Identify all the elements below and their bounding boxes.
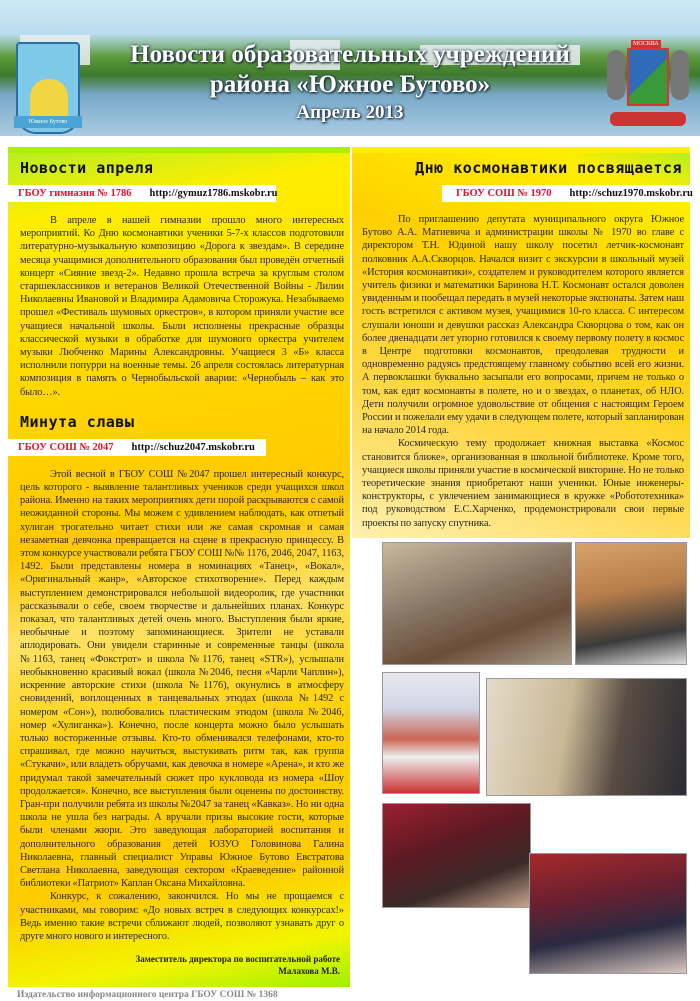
signature-role: Заместитель директора по воспитательной работе xyxy=(135,954,340,965)
shield-icon xyxy=(627,48,669,106)
photo-cosmonaut xyxy=(382,672,480,795)
ribbon-icon xyxy=(610,112,686,126)
right-column-wrapper xyxy=(352,147,693,976)
article-body: Этой весной в ГБОУ СОШ №2047 прошел интересный конкурс, цель которого - выявление талантливых учеников среди учащихся школ района. Именно на таких мероприятиях дети порой раскрываются с самой неожиданной стороны. Мы можем с удивлением наблюдать, как отпетый хулиган трогательно читает стихи или же самая скромная и самая незаметная девчонка превращается на сцене в прекрасную принцессу. В этом конкурсе участвовали ребята ГБОУ СОШ №№ 1176, 2046, 2047, 1163, 1492. Были представлены номера в номинациях «Танец», «Вокал», «Оригинальный жанр», «Авторское стихотворение». Перед каждым выступлением демонстрировался небольшой видеоролик, где участники рассказывали о себе, своем творчестве и дальнейших планах. Конкурс показал, что талантливых детей очень много. Выступления были яркие, необычные и поэтому запоминающиеся. Зрители не уставали аплодировать. Они увидели старинные и современные танцы (школа №1163, танец «Фокстрот» и школа №1176, танец «STR»), услышали необыкновенно красивый вокал (школа №2046, песня «Чарли Чаплин»), искренние авторские стихи (школа №1176), окунулись в атмосферу сновидений, воплощенных в танцевальных этюдах (школа №1492 с номером «Сон»), полюбовались пластическим этюдом (школа №2046, номер «Хулиганка»). Конечно, после концерта можно было услышать только восторженные отзывы. Кто-то обменивался телефонами, кто-то спрашивал, где можно научиться, выстукивать ритм так, как группа «Стукачи», или владеть обручами, как девочка в номере «Арена», и кто же придумал такой замечательный сюжет про кукловода из номера «Шоу продолжается». Конечно, все выступления были оценены по достоинству. Гран-при получили ребята из школы №2047 за танец «Кавказ». Но ни одна школа не ушла без награды. А вручали призы высокие гости, которые были членами жюри. Это заведующая лабораторией воспитания и дополнительного образования детей ЮЗУО Головинова Галина Николаевна, главный специалист Управы Южное Бутово Евстратова Светлана Николаевна, заведующая сектором «Краеведение» районной библиотеки «Патриот» Каплан Оксана Михайловна. Конкурс, к сожалению, закончился. Но мы не прощаемся с участниками, мы говорим: «До новых встреч в следующих конкурсах!» Ведь именно такие встречи сближают людей, позволяют узнавать друг о друге много нового и интересного. xyxy=(20,468,344,942)
photo-students-robotics xyxy=(382,542,571,665)
article-title: Новости апреля xyxy=(20,159,154,177)
crest-label: Южное Бутово xyxy=(14,116,82,128)
school-url[interactable]: http://schuz2047.mskobr.ru xyxy=(131,441,255,453)
left-column-wrapper xyxy=(8,147,350,1001)
article-body: По приглашению депутата муниципального округа Южное Бутово А.А. Матиевича и администрации школы № 1970 во главе с директором Т.Н. Юдиной нашу школу посетил летчик-космонавт полковник А.А.Скворцов. Начался визит с экскурсии в школьный музей «История космонавтики», создателем и руководителем которого является учитель физики и математики Баринова Н.Т. Космонавт остался доволен увиденным и пообещал передать в музей некоторые экспонаты. Затем наш гость встретился с активом музея, учащимися 10-го класса. С интересом слушали юноши и девушки рассказ Александра Скворцова о том, как он более двенадцати лет упорно готовился к своему первому полету в космос в Центре подготовки космонавтов, преодолевая трудности и одновременно радуясь предстоящему главному событию всей его жизни. А первоклашки буквально засыпали его вопросами, причем не только о том, как едят космонавты в полете, но и о звездах, о планетах, об НЛО. Дети получили огромное удовольствие от общения с настоящим Героем России и пожелали ему удачи в следующем полете, который запланирован на начало 2014 года. Космическую тему продолжает книжная выставка «Космос становится ближе», организованная в школьной библиотеке. Кроме того, учащиеся школы приняли участие в космической викторине. Но не только теоретические знания приобретают наши ученики. Юные инженеры-конструкторы, с увлечением занимающиеся в кружке «Робототехника» под руководством Е.С.Харченко, продемонстрировали свои первые проекты по запуску спутника. xyxy=(362,214,684,529)
school-url[interactable]: http://schuz1970.mskobr.ru xyxy=(569,188,693,199)
article-title: Дню космонавтики посвящается xyxy=(415,159,682,177)
school-name: ГБОУ СОШ № 2047 xyxy=(18,441,114,453)
school-name: ГБОУ гимназия № 1786 xyxy=(18,188,132,199)
district-crest-left xyxy=(16,42,80,134)
crest-label: МОСКВА xyxy=(633,41,659,47)
crest-arch-icon xyxy=(30,79,68,119)
school-badge xyxy=(442,185,693,202)
photo-award-ceremony xyxy=(529,853,686,973)
school-badge xyxy=(8,439,266,456)
signature-name: Малахова М.В. xyxy=(278,966,340,977)
school-badge xyxy=(8,185,276,202)
school-url[interactable]: http://gymuz1786.mskobr.ru xyxy=(149,188,278,199)
photo-boy-robot xyxy=(575,542,687,665)
photo-museum-visit xyxy=(486,678,687,796)
signature xyxy=(8,953,340,977)
article-body: В апреле в нашей гимназии прошло много интересных мероприятий. Ко Дню космонавтики ученики 5-7-х классов подготовили литературно-музыкальную композицию «Дорога к звездам». В середине месяца учащимися дополнительного образования был проведён отчетный концерт «Сияние звезд-2». Недавно прошла встреча за круглым столом старшеклассников и ветеранов Великой Отечественной Войны - Лилии Николаевны Ивановой и Владимира Адамовича Сторожука. Незабываемо прошел «Фестиваль шумовых оркестров», в котором приняли участие все учащиеся начальной школы. Были исполнены прекрасные образцы классической музыки в обработке для шумового оркестра учителем музыки Любченко Марины Александровны. Учащиеся 3 «Б» класса исполнили попурри на военные темы. 26 апреля состоялась литературная композиция в память о Чернобыльской аварии: «Чернобыль – как это было…». xyxy=(20,215,344,398)
newsletter-subtitle: района «Южное Бутово» xyxy=(209,71,491,98)
publisher-footer: Издательство информационного центра ГБОУ СОШ № 1368 xyxy=(17,990,278,1001)
newsletter-title: Новости образовательных учреждений xyxy=(130,41,570,68)
photo-area xyxy=(352,538,690,976)
school-name: ГБОУ СОШ № 1970 xyxy=(456,188,552,199)
left-column xyxy=(8,147,350,987)
owl-icon xyxy=(607,50,625,100)
article-title: Минута славы xyxy=(20,412,135,431)
photo-stage-performance xyxy=(382,803,531,908)
right-column xyxy=(352,147,693,538)
district-crest-right xyxy=(605,40,690,135)
owl-icon xyxy=(671,50,689,100)
issue-date: Апрель 2013 xyxy=(296,102,404,123)
header-banner xyxy=(0,0,700,136)
